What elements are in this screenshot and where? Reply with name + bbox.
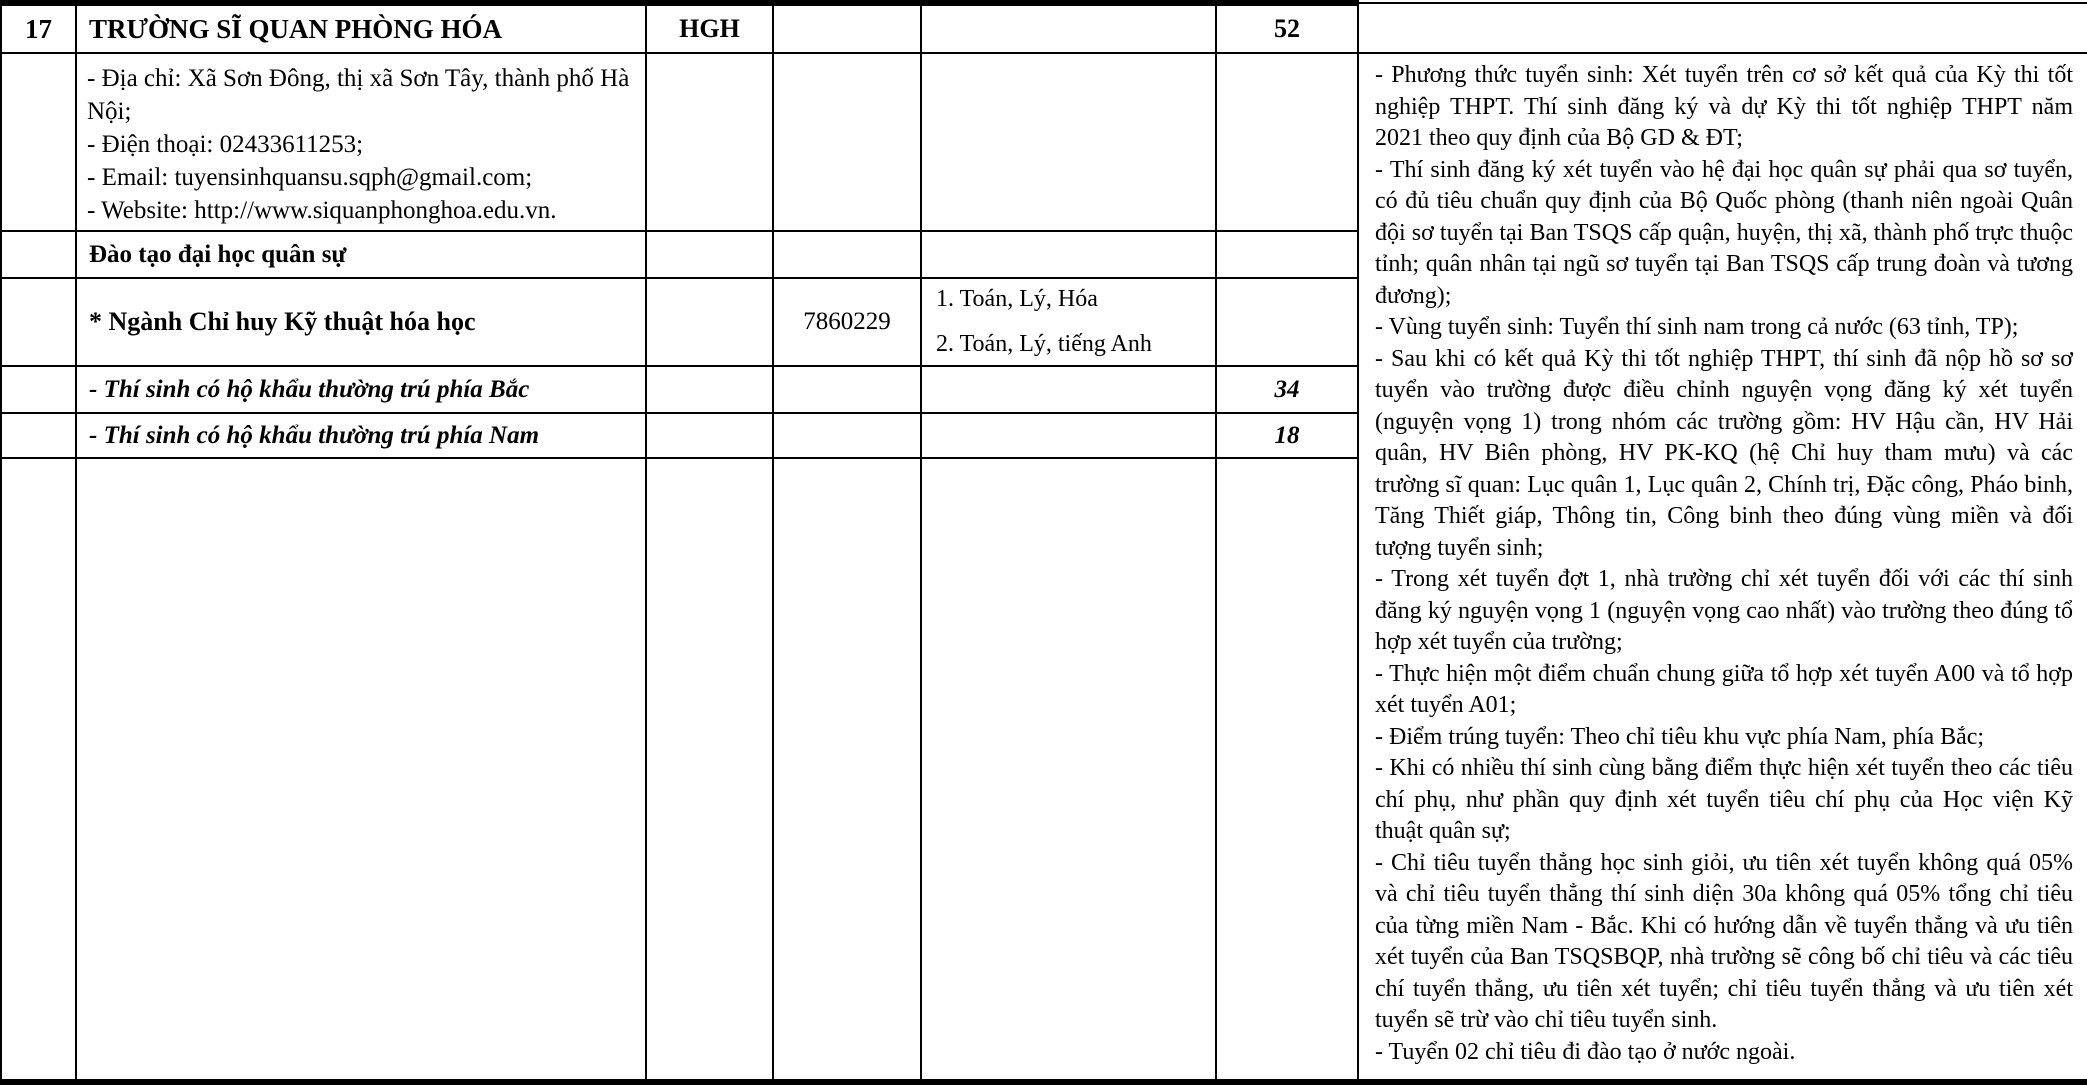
- contact-email-line: - Email: tuyensinhquansu.sqph@gmail.com;: [87, 164, 533, 191]
- admission-notes-cell: [1358, 53, 2087, 1082]
- contact-phone-line: - Điện thoại: 02433611253;: [87, 131, 364, 158]
- school-name-cell: TRƯỜNG SĨ QUAN PHÒNG HÓA: [76, 3, 646, 53]
- empty-notes-header-cell: [1358, 3, 2087, 53]
- total-quota-cell: 52: [1216, 3, 1358, 53]
- empty-cell: [1216, 458, 1358, 1082]
- empty-cell: [773, 413, 921, 458]
- empty-cell: [921, 413, 1216, 458]
- empty-cell: [773, 366, 921, 413]
- region-south-label-cell: - Thí sinh có hộ khẩu thường trú phía Nam: [76, 413, 646, 458]
- subject-combinations-cell: [921, 278, 1216, 366]
- contact-row: [1, 53, 2087, 231]
- empty-cell: [921, 53, 1216, 231]
- region-north-label-cell: - Thí sinh có hộ khẩu thường trú phía Bắc: [76, 366, 646, 413]
- empty-cell: [1216, 278, 1358, 366]
- empty-cell: [646, 458, 773, 1082]
- contact-info-cell: [76, 53, 646, 231]
- note-paragraph: - Chỉ tiêu tuyển thẳng học sinh giỏi, ưu tiên xét tuyển không quá 05% và chỉ tiêu tuyển thẳng thí sinh diện 30a không quá 05% tổng chỉ tiêu của từng miền Nam - Bắc. Khi có hướng dẫn về tuyển thẳng và ưu tiên xét tuyển của Ban TSQSBQP, nhà trường sẽ công bố chỉ tiêu và các tiêu chí tuyển thẳng, ưu tiên xét tuyển; chỉ tiêu tuyển thẳng và ưu tiên xét tuyển sẽ trừ vào chỉ tiêu tuyển sinh.: [1375, 849, 2073, 1033]
- empty-index-cell: [1, 413, 76, 458]
- empty-cell: [773, 458, 921, 1082]
- major-code-cell: 7860229: [773, 278, 921, 366]
- empty-index-cell: [1, 231, 76, 278]
- contact-website-line: - Website: http://www.siquanphonghoa.edu.vn.: [87, 197, 557, 224]
- empty-index-cell: [1, 53, 76, 231]
- note-paragraph: - Thực hiện một điểm chuẩn chung giữa tổ hợp xét tuyển A00 và tổ hợp xét tuyển A01;: [1375, 660, 2073, 718]
- note-paragraph: - Sau khi có kết quả Kỳ thi tốt nghiệp THPT, thí sinh đã nộp hồ sơ sơ tuyển vào trường được điều chỉnh nguyện vọng đăng ký xét tuyển (nguyện vọng 1) trong nhóm các trường gồm: HV Hậu cần, HV Hải quân, HV Biên phòng, HV PK-KQ (hệ Chỉ huy tham mưu) và các trường sĩ quan: Lục quân 1, Lục quân 2, Chính trị, Đặc công, Pháo binh, Tăng Thiết giáp, Thông tin, Công binh theo đúng vùng miền và đối tượng tuyển sinh;: [1375, 345, 2073, 561]
- empty-index-cell: [1, 458, 76, 1082]
- empty-cell: [646, 231, 773, 278]
- empty-major-code-header-cell: [773, 3, 921, 53]
- region-north-quota-cell: 34: [1216, 366, 1358, 413]
- note-paragraph: - Điểm trúng tuyển: Theo chỉ tiêu khu vực phía Nam, phía Bắc;: [1375, 723, 1985, 750]
- empty-cell: [646, 413, 773, 458]
- empty-cell: [76, 458, 646, 1082]
- region-south-quota-cell: 18: [1216, 413, 1358, 458]
- note-paragraph: - Thí sinh đăng ký xét tuyển vào hệ đại học quân sự phải qua sơ tuyển, có đủ tiêu chuẩn quy định của Bộ Quốc phòng (thanh niên ngoài Quân đội sơ tuyển tại Ban TSQS cấp quận, huyện, thị xã, thành phố trực thuộc tỉnh; quân nhân tại ngũ sơ tuyển tại Ban TSQS cấp trung đoàn và tương đương);: [1375, 156, 2073, 309]
- major-name-cell: * Ngành Chỉ huy Kỹ thuật hóa học: [76, 278, 646, 366]
- empty-index-cell: [1, 366, 76, 413]
- empty-index-cell: [1, 278, 76, 366]
- contact-address-line: - Địa chỉ: Xã Sơn Đông, thị xã Sơn Tây, thành phố Hà Nội;: [87, 65, 630, 125]
- empty-cell: [1216, 231, 1358, 278]
- empty-cell: [646, 278, 773, 366]
- empty-combination-header-cell: [921, 3, 1216, 53]
- school-code-cell: HGH: [646, 3, 773, 53]
- note-paragraph: - Phương thức tuyển sinh: Xét tuyển trên cơ sở kết quả của Kỳ thi tốt nghiệp THPT. Thí sinh đăng ký và dự Kỳ thi tốt nghiệp THPT năm 2021 theo quy định của Bộ GD & ĐT;: [1375, 62, 2073, 151]
- empty-cell: [921, 366, 1216, 413]
- empty-cell: [921, 231, 1216, 278]
- empty-cell: [921, 458, 1216, 1082]
- combination-line: 2. Toán, Lý, tiếng Anh: [936, 331, 1152, 357]
- program-group-cell: Đào tạo đại học quân sự: [76, 231, 646, 278]
- school-index-cell: 17: [1, 3, 76, 53]
- note-paragraph: - Khi có nhiều thí sinh cùng bằng điểm thực hiện xét tuyển theo các tiêu chí phụ, như phần quy định xét tuyển tiêu chí phụ của Học viện Kỹ thuật quân sự;: [1375, 755, 2073, 844]
- empty-cell: [773, 53, 921, 231]
- note-paragraph: - Vùng tuyển sinh: Tuyển thí sinh nam trong cả nước (63 tỉnh, TP);: [1375, 314, 2019, 340]
- note-paragraph: - Tuyển 02 chỉ tiêu đi đào tạo ở nước ngoài.: [1375, 1038, 1796, 1065]
- combination-line: 1. Toán, Lý, Hóa: [936, 286, 1098, 312]
- empty-cell: [646, 366, 773, 413]
- school-header-row: [1, 3, 2087, 53]
- empty-cell: [773, 231, 921, 278]
- empty-cell: [646, 53, 773, 231]
- empty-cell: [1216, 53, 1358, 231]
- note-paragraph: - Trong xét tuyển đợt 1, nhà trường chỉ xét tuyển đối với các thí sinh đăng ký nguyện vọng 1 (nguyện vọng cao nhất) vào trường theo đúng tổ hợp xét tuyển của trường;: [1375, 566, 2073, 655]
